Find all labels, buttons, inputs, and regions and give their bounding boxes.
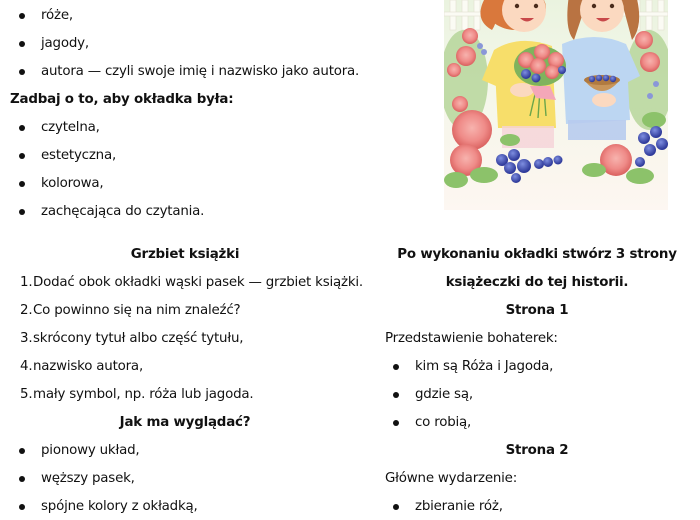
- spine-heading: Grzbiet książki: [130, 247, 240, 262]
- list-item: zbieranie róż,: [393, 493, 683, 520]
- look-heading: Jak ma wyglądać?: [119, 415, 251, 430]
- list-item: kolorowa,: [19, 170, 419, 198]
- bullet-icon: [19, 153, 25, 159]
- bullet-icon: [393, 364, 399, 370]
- list-item: co robią,: [393, 409, 683, 437]
- bullet-icon: [19, 504, 25, 510]
- list-item: kim są Róża i Jagoda,: [393, 353, 683, 381]
- list-item: węższy pasek,: [19, 465, 359, 493]
- list-item: jagody,: [19, 30, 419, 58]
- two-girls-illustration: [444, 0, 668, 210]
- bullet-icon: [19, 448, 25, 454]
- numbered-item: 4. nazwisko autora,: [20, 359, 143, 374]
- list-item: pionowy układ,: [19, 437, 359, 465]
- bullet-icon: [19, 13, 25, 19]
- bullet-icon: [393, 420, 399, 426]
- page2-intro: Główne wydarzenie:: [385, 471, 518, 486]
- numbered-item: 2. Co powinno się na nim znaleźć?: [20, 303, 241, 318]
- list-item: gdzie są,: [393, 381, 683, 409]
- cover-quality-heading: Zadbaj o to, aby okładka była:: [10, 92, 234, 107]
- bullet-icon: [19, 125, 25, 131]
- bullet-icon: [19, 41, 25, 47]
- list-item: róże,: [19, 2, 419, 30]
- page1-intro: Przedstawienie bohaterek:: [385, 331, 558, 346]
- list-item: zachęcająca do czytania.: [19, 198, 419, 226]
- pages-heading-line2: książeczki do tej historii.: [445, 275, 629, 290]
- numbered-item: 3. skrócony tytuł albo część tytułu,: [20, 331, 244, 346]
- bullet-icon: [393, 392, 399, 398]
- bullet-icon: [19, 181, 25, 187]
- numbered-item: 5. mały symbol, np. róża lub jagoda.: [20, 387, 254, 402]
- page1-heading: Strona 1: [505, 303, 569, 318]
- list-item: estetyczna,: [19, 142, 419, 170]
- bullet-icon: [19, 209, 25, 215]
- list-item: autora — czyli swoje imię i nazwisko jako autora.: [19, 58, 439, 86]
- bullet-icon: [19, 476, 25, 482]
- page2-heading: Strona 2: [505, 443, 569, 458]
- bullet-icon: [19, 69, 25, 75]
- two-girls-with-roses-and-blueberries-icon: [444, 0, 668, 210]
- list-item: spójne kolory z okładką,: [19, 493, 359, 520]
- list-item: czytelna,: [19, 114, 419, 142]
- bullet-icon: [393, 504, 399, 510]
- numbered-item: 1. Dodać obok okładki wąski pasek — grzbiet książki.: [20, 275, 363, 290]
- pages-heading-line1: Po wykonaniu okładki stwórz 3 strony: [397, 247, 677, 262]
